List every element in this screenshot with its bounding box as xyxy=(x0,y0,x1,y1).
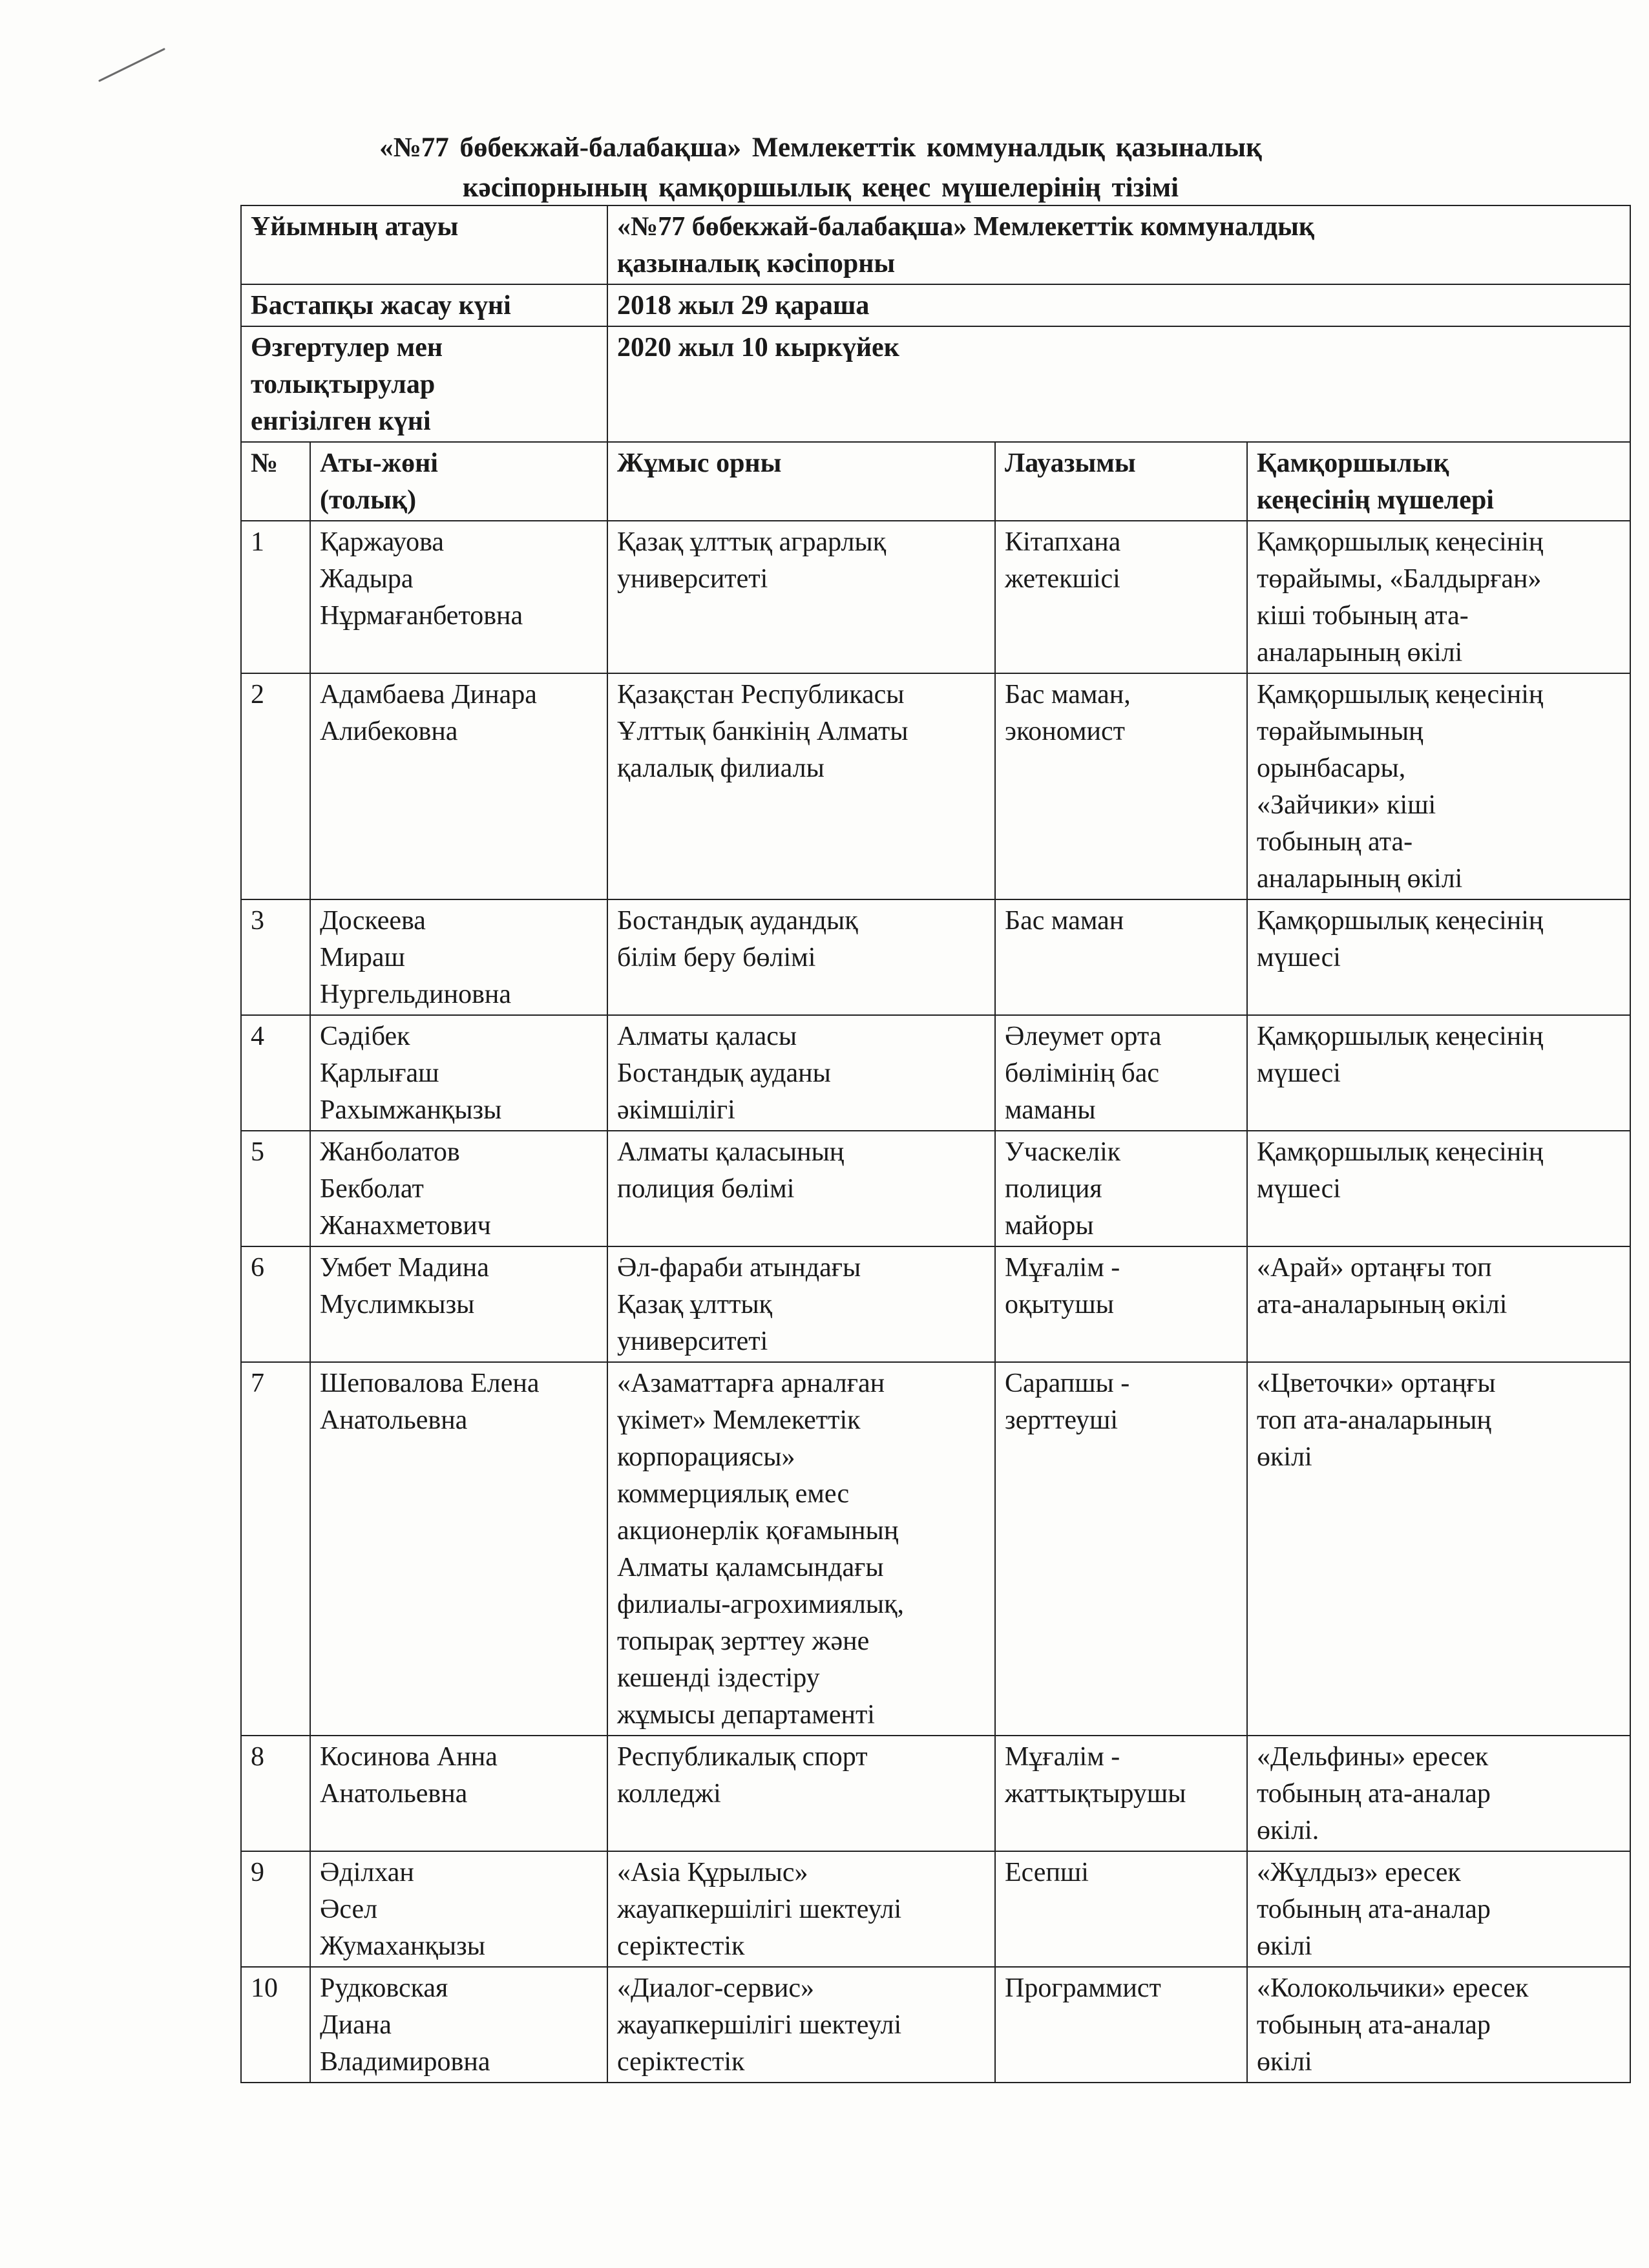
cell-workplace: «Asia Құрылыс» жауапкершілігі шектеулі серіктестік xyxy=(607,1851,995,1967)
cell-workplace: Қазақстан Республикасы Ұлттық банкінің Алматы қалалық филиалы xyxy=(607,673,995,899)
cell-name: Умбет Мадина Муслимкызы xyxy=(310,1246,607,1362)
cell-position: Мұғалім - оқытушы xyxy=(995,1246,1247,1362)
cell-num: 8 xyxy=(241,1736,310,1851)
cell-role: Қамқоршылық кеңесінің мүшесі xyxy=(1247,1015,1630,1131)
cell-position: Программист xyxy=(995,1967,1247,2083)
start-date-label: Бастапқы жасау күні xyxy=(241,284,607,326)
cell-role: «Жұлдыз» ересек тобының ата-аналар өкілі xyxy=(1247,1851,1630,1967)
cell-position: Бас маман, экономист xyxy=(995,673,1247,899)
cell-position: Бас маман xyxy=(995,899,1247,1015)
table-row xyxy=(241,1015,1630,1131)
cell-workplace: Бостандық аудандық білім беру бөлімі xyxy=(607,899,995,1015)
info-row-changes-date xyxy=(241,326,1630,442)
cell-workplace: Алматы қаласы Бостандық ауданы әкімшілігі xyxy=(607,1015,995,1131)
cell-role: «Колокольчики» ересек тобының ата-аналар өкілі xyxy=(1247,1967,1630,2083)
cell-position: Кітапхана жетекшісі xyxy=(995,521,1247,673)
cell-position: Әлеумет орта бөлімінің бас маманы xyxy=(995,1015,1247,1131)
cell-workplace: «Диалог-сервис» жауапкершілігі шектеулі серіктестік xyxy=(607,1967,995,2083)
cell-name: Адамбаева Динара Алибековна xyxy=(310,673,607,899)
cell-name: Рудковская Диана Владимировна xyxy=(310,1967,607,2083)
header-name: Аты-жөні (толық) xyxy=(310,442,607,521)
table-row xyxy=(241,1362,1630,1736)
table-row xyxy=(241,521,1630,673)
table-row xyxy=(241,1736,1630,1851)
cell-workplace: Қазақ ұлттық аграрлық университеті xyxy=(607,521,995,673)
cell-workplace: Алматы қаласының полиция бөлімі xyxy=(607,1131,995,1246)
cell-role: «Дельфины» ересек тобының ата-аналар өкілі. xyxy=(1247,1736,1630,1851)
cell-position: Мұғалім - жаттықтырушы xyxy=(995,1736,1247,1851)
title-line-1: «№77 бөбекжай-балабақша» Мемлекеттік коммуналдық қазыналық xyxy=(379,132,1262,163)
cell-num: 5 xyxy=(241,1131,310,1246)
council-members-table xyxy=(240,205,1631,2083)
document-title xyxy=(239,128,1402,208)
cell-num: 9 xyxy=(241,1851,310,1967)
header-num: № xyxy=(241,442,310,521)
cell-num: 3 xyxy=(241,899,310,1015)
table-row xyxy=(241,673,1630,899)
cell-name: Қаржауова Жадыра Нұрмағанбетовна xyxy=(310,521,607,673)
cell-role: Қамқоршылық кеңесінің мүшесі xyxy=(1247,1131,1630,1246)
cell-name: Косинова Анна Анатольевна xyxy=(310,1736,607,1851)
cell-name: Сәдібек Қарлығаш Рахымжанқызы xyxy=(310,1015,607,1131)
pen-stroke-mark xyxy=(97,45,168,84)
cell-num: 6 xyxy=(241,1246,310,1362)
cell-num: 2 xyxy=(241,673,310,899)
table-row xyxy=(241,1246,1630,1362)
cell-position: Учаскелік полиция майоры xyxy=(995,1131,1247,1246)
changes-date-label: Өзгертулер мен толықтырулар енгізілген күні xyxy=(241,326,607,442)
table-row xyxy=(241,1851,1630,1967)
start-date-value: 2018 жыл 29 қараша xyxy=(607,284,1630,326)
header-position: Лауазымы xyxy=(995,442,1247,521)
title-line-2: кәсіпорнының қамқоршылық кеңес мүшелерінің тізімі xyxy=(462,173,1179,203)
table-row xyxy=(241,1967,1630,2083)
header-role: Қамқоршылық кеңесінің мүшелері xyxy=(1247,442,1630,521)
cell-num: 10 xyxy=(241,1967,310,2083)
table-row xyxy=(241,899,1630,1015)
cell-name: Шеповалова Елена Анатольевна xyxy=(310,1362,607,1736)
changes-date-value: 2020 жыл 10 кыркүйек xyxy=(607,326,1630,442)
cell-position: Сарапшы - зерттеуші xyxy=(995,1362,1247,1736)
cell-role: Қамқоршылық кеңесінің төрайымы, «Балдырған» кіші тобының ата- аналарының өкілі xyxy=(1247,521,1630,673)
org-label: Ұйымның атауы xyxy=(241,205,607,284)
cell-name: Доскеева Мираш Нургельдиновна xyxy=(310,899,607,1015)
info-row-start-date xyxy=(241,284,1630,326)
info-row-organization xyxy=(241,205,1630,284)
cell-num: 4 xyxy=(241,1015,310,1131)
cell-workplace: Республикалық спорт колледжі xyxy=(607,1736,995,1851)
table-header-row xyxy=(241,442,1630,521)
cell-role: «Арай» ортаңғы топ ата-аналарының өкілі xyxy=(1247,1246,1630,1362)
cell-position: Есепші xyxy=(995,1851,1247,1967)
cell-num: 7 xyxy=(241,1362,310,1736)
cell-role: «Цветочки» ортаңғы топ ата-аналарының өкілі xyxy=(1247,1362,1630,1736)
cell-workplace: Әл-фараби атындағы Қазақ ұлттық университеті xyxy=(607,1246,995,1362)
cell-name: Әділхан Әсел Жумаханқызы xyxy=(310,1851,607,1967)
org-value: «№77 бөбекжай-балабақша» Мемлекеттік коммуналдық қазыналық кәсіпорны xyxy=(607,205,1630,284)
cell-name: Жанболатов Бекболат Жанахметович xyxy=(310,1131,607,1246)
cell-num: 1 xyxy=(241,521,310,673)
cell-role: Қамқоршылық кеңесінің мүшесі xyxy=(1247,899,1630,1015)
header-workplace: Жұмыс орны xyxy=(607,442,995,521)
cell-role: Қамқоршылық кеңесінің төрайымының орынбасары, «Зайчики» кіші тобының ата- аналарының өкілі xyxy=(1247,673,1630,899)
cell-workplace: «Азаматтарға арналған үкімет» Мемлекеттік корпорациясы» коммерциялық емес акционерлік қоғамының Алматы қаламсындағы филиалы-агрохимиялық, топырақ зерттеу және кешенді іздестіру жұмысы департаменті xyxy=(607,1362,995,1736)
table-row xyxy=(241,1131,1630,1246)
